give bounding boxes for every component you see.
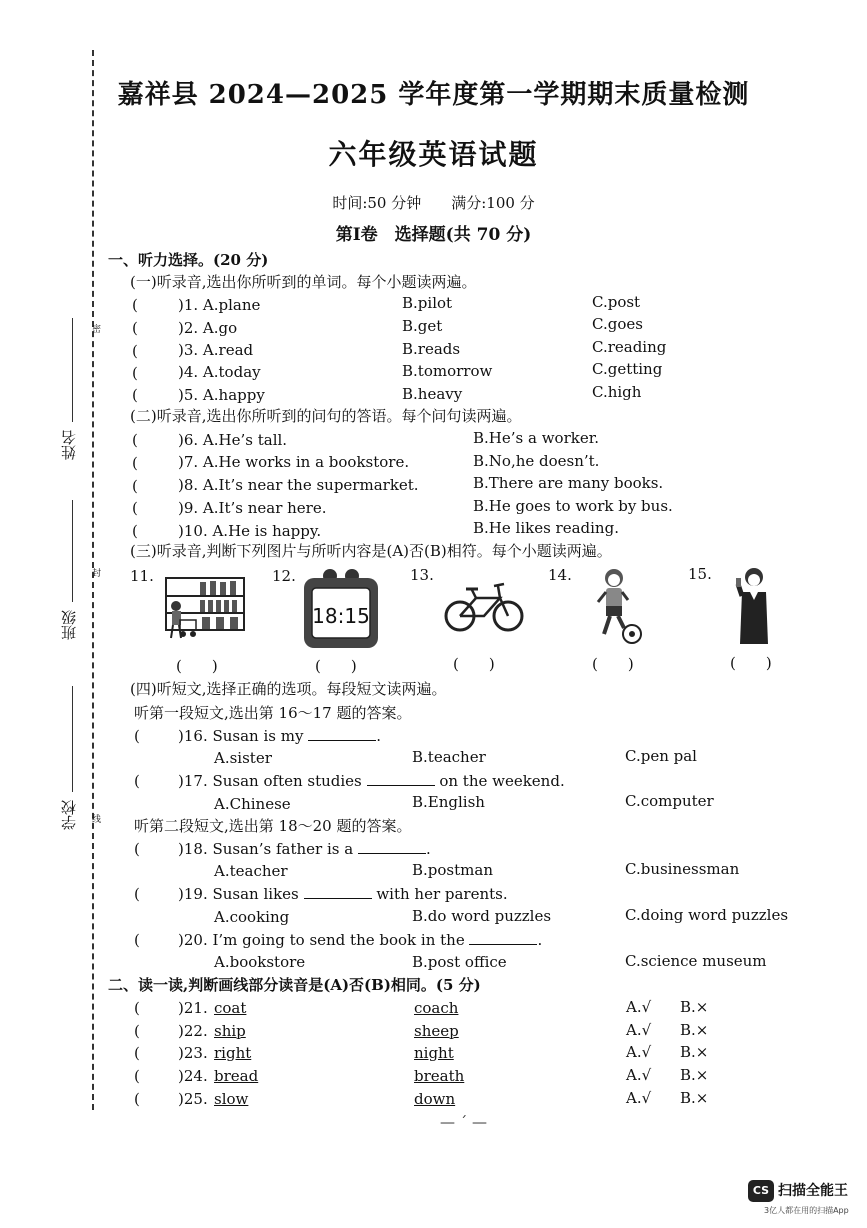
q21-option-a: A.√ <box>626 998 652 1016</box>
clock-time: 18:15 <box>312 604 370 628</box>
q18-stem: )18. Susan’s father is a . <box>178 840 431 858</box>
q9-option-a: )9. A.It’s near here. <box>178 499 327 517</box>
q19-option-b: B.do word puzzles <box>412 907 552 925</box>
section1-title: 一、听力选择。(20 分) <box>108 251 269 269</box>
q5-option-c: C.high <box>592 383 642 401</box>
q10-option-a: )10. A.He is happy. <box>178 522 322 540</box>
q1-option-b: B.pilot <box>402 294 453 312</box>
exam-title: 嘉祥县 2024—2025 学年度第一学期期末质量检测 <box>117 80 750 110</box>
answer-paren[interactable]: ( <box>134 1022 140 1040</box>
answer-paren-14[interactable]: ( ) <box>592 655 634 673</box>
passage1-note: 听第一段短文,选出第 16～17 题的答案。 <box>134 704 412 722</box>
bicycle-picture <box>444 578 524 634</box>
answer-paren[interactable]: ( <box>134 772 140 790</box>
q24-option-b: B.× <box>680 1066 709 1084</box>
q3-option-b: B.reads <box>402 340 461 358</box>
q22-option-a: A.√ <box>626 1021 652 1039</box>
q2-option-c: C.goes <box>592 315 643 333</box>
answer-paren[interactable]: ( <box>134 727 140 745</box>
q20-stem: )20. I’m going to send the book in the . <box>178 931 543 949</box>
sub2-title: (二)听录音,选出你所听到的问句的答语。每个问句读两遍。 <box>130 407 522 425</box>
camscanner-tagline: 3亿人都在用的扫描App <box>764 1206 849 1215</box>
q17-stem: )17. Susan often studies on the weekend. <box>178 772 565 790</box>
q3-option-c: C.reading <box>592 338 667 356</box>
answer-paren[interactable]: ( <box>132 477 138 495</box>
answer-paren-11[interactable]: ( ) <box>176 657 218 675</box>
q21-word-a: coat <box>214 999 247 1017</box>
q1-option-c: C.post <box>592 293 641 311</box>
pic-num-11: 11. <box>130 567 154 585</box>
q6-option-b: B.He’s a worker. <box>473 429 599 447</box>
q21-option-b: B.× <box>680 998 709 1016</box>
q5-option-a: )5. A.happy <box>178 386 265 404</box>
name-underline <box>72 318 73 422</box>
binding-mark-line: 线 <box>92 815 102 825</box>
q22-word-b: sheep <box>414 1022 459 1040</box>
q3-option-a: )3. A.read <box>178 341 254 359</box>
q23-option-a: A.√ <box>626 1043 652 1061</box>
answer-paren[interactable]: ( <box>132 386 138 404</box>
q24-option-a: A.√ <box>626 1066 652 1084</box>
q16-option-c: C.pen pal <box>625 747 697 765</box>
sub1-title: (一)听录音,选出你所听到的单词。每个小题读两遍。 <box>130 273 477 291</box>
answer-paren[interactable]: ( <box>134 999 140 1017</box>
q19-stem: )19. Susan likes with her parents. <box>178 885 508 903</box>
exam-subtitle: 六年级英语试题 <box>328 138 539 171</box>
q10-option-b: B.He likes reading. <box>473 519 619 537</box>
q5-option-b: B.heavy <box>402 385 463 403</box>
answer-paren[interactable]: ( <box>134 1067 140 1085</box>
q18-option-a: A.teacher <box>214 862 288 880</box>
q25-word-b: down <box>414 1090 456 1108</box>
answer-paren[interactable]: ( <box>132 454 138 472</box>
answer-paren[interactable]: ( <box>134 1090 140 1108</box>
q17-blank[interactable] <box>367 771 435 786</box>
q21-word-b: coach <box>414 999 459 1017</box>
q8-option-a: )8. A.It’s near the supermarket. <box>178 476 419 494</box>
supermarket-picture <box>160 576 248 642</box>
q1-option-a: )1. A.plane <box>178 296 261 314</box>
q16-option-a: A.sister <box>214 749 272 767</box>
boy-playing-football-picture <box>590 566 650 648</box>
q16-option-b: B.teacher <box>412 748 486 766</box>
q24-word-b: breath <box>414 1067 465 1085</box>
class-label: 班级 <box>60 610 78 640</box>
q17-option-b: B.English <box>412 793 485 811</box>
pic-num-15: 15. <box>688 565 712 583</box>
q19-option-a: A.cooking <box>214 908 290 926</box>
q22-word-a: ship <box>214 1022 246 1040</box>
camscanner-name: 扫描全能王 <box>778 1183 848 1199</box>
name-label: 姓名 <box>60 430 78 460</box>
answer-paren[interactable]: ( <box>132 431 138 449</box>
q16-stem: )16. Susan is my . <box>178 727 382 745</box>
q20-option-b: B.post office <box>412 953 507 971</box>
school-label: 学校 <box>60 800 78 830</box>
q4-option-a: )4. A.today <box>178 363 261 381</box>
q25-number: )25. <box>178 1090 208 1108</box>
q18-blank[interactable] <box>358 839 426 854</box>
binding-mark-seal: 密 <box>92 325 102 335</box>
q19-blank[interactable] <box>304 884 372 899</box>
class-underline <box>72 500 73 602</box>
q4-option-b: B.tomorrow <box>402 362 493 380</box>
section2-title: 二、读一读,判断画线部分读音是(A)否(B)相同。(5 分) <box>108 976 481 994</box>
q23-option-b: B.× <box>680 1043 709 1061</box>
q20-option-c: C.science museum <box>625 952 767 970</box>
q16-blank[interactable] <box>308 726 376 741</box>
page-number-mark: — ˊ — <box>440 1113 488 1131</box>
q4-option-c: C.getting <box>592 360 663 378</box>
school-underline <box>72 686 73 792</box>
q7-option-a: )7. A.He works in a bookstore. <box>178 453 410 471</box>
answer-paren[interactable]: ( <box>134 840 140 858</box>
q8-option-b: B.There are many books. <box>473 474 664 492</box>
answer-paren[interactable]: ( <box>132 522 138 540</box>
answer-paren[interactable]: ( <box>134 885 140 903</box>
q20-option-a: A.bookstore <box>214 953 306 971</box>
camscanner-logo-icon: CS <box>748 1180 774 1202</box>
answer-paren[interactable]: ( <box>132 296 138 314</box>
q18-option-c: C.businessman <box>625 860 740 878</box>
q17-option-c: C.computer <box>625 792 714 810</box>
woman-phoning-picture <box>732 566 778 646</box>
q25-option-b: B.× <box>680 1089 709 1107</box>
q22-option-b: B.× <box>680 1021 709 1039</box>
q20-blank[interactable] <box>469 930 537 945</box>
q25-word-a: slow <box>214 1090 249 1108</box>
q24-word-a: bread <box>214 1067 259 1085</box>
sub4-title: (四)听短文,选择正确的选项。每段短文读两遍。 <box>130 680 447 698</box>
pic-num-14: 14. <box>548 566 572 584</box>
answer-paren[interactable]: ( <box>132 342 138 360</box>
answer-paren-12[interactable]: ( ) <box>315 657 357 675</box>
pic-num-13: 13. <box>410 566 434 584</box>
q2-option-a: )2. A.go <box>178 319 238 337</box>
answer-paren-13[interactable]: ( ) <box>453 655 495 673</box>
pic-num-12: 12. <box>272 567 296 585</box>
answer-paren[interactable]: ( <box>132 499 138 517</box>
q25-option-a: A.√ <box>626 1089 652 1107</box>
answer-paren[interactable]: ( <box>134 931 140 949</box>
q23-word-a: right <box>214 1044 252 1062</box>
exam-meta: 时间:50 分钟 满分:100 分 <box>332 194 535 212</box>
q22-number: )22. <box>178 1022 208 1040</box>
q23-number: )23. <box>178 1044 208 1062</box>
q9-option-b: B.He goes to work by bus. <box>473 497 673 515</box>
passage2-note: 听第二段短文,选出第 18～20 题的答案。 <box>134 817 412 835</box>
q2-option-b: B.get <box>402 317 443 335</box>
q17-option-a: A.Chinese <box>214 795 291 813</box>
binding-mark-close: 封 <box>92 569 102 579</box>
sub3-title: (三)听录音,判断下列图片与所听内容是(A)否(B)相符。每个小题读两遍。 <box>130 542 612 560</box>
answer-paren[interactable]: ( <box>132 319 138 337</box>
answer-paren-15[interactable]: ( ) <box>730 654 772 672</box>
q19-option-c: C.doing word puzzles <box>625 906 789 924</box>
answer-paren[interactable]: ( <box>134 1044 140 1062</box>
part-heading: 第Ⅰ卷 选择题(共 70 分) <box>335 225 532 245</box>
q23-word-b: night <box>414 1044 454 1062</box>
q18-option-b: B.postman <box>412 861 493 879</box>
q6-option-a: )6. A.He’s tall. <box>178 431 288 449</box>
q24-number: )24. <box>178 1067 208 1085</box>
q7-option-b: B.No,he doesn’t. <box>473 452 600 470</box>
q21-number: )21. <box>178 999 208 1017</box>
answer-paren[interactable]: ( <box>132 364 138 382</box>
